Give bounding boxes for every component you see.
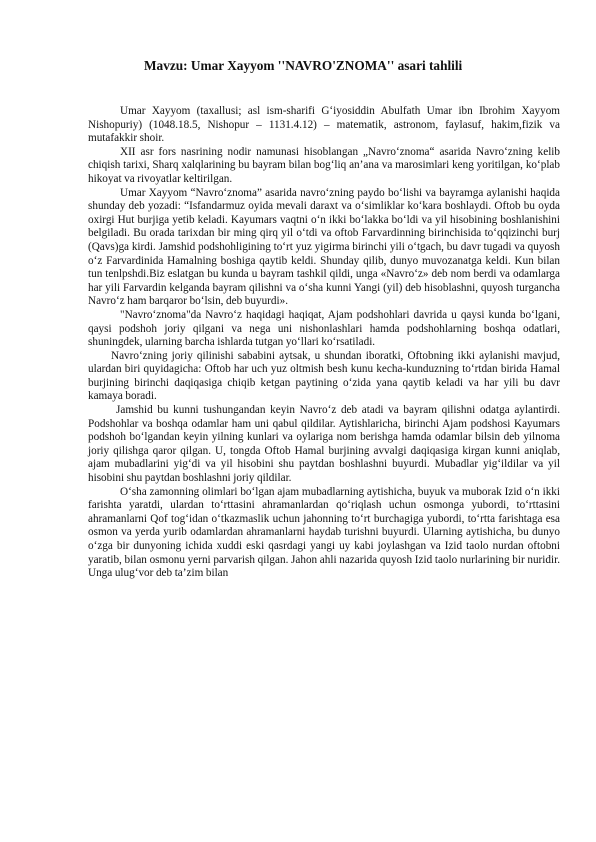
paragraph-navroz-origin: Umar Xayyom “Navro‘znoma” asarida navro‘zning paydo bo‘lishi va bayramga aylanishi haqida shunday deb yozadi: “Isfandarmuz oyida mevali daraxt va o‘simliklar ko‘kara boshlaydi. Oftob bu oyda oxirgi Hut burjiga yetib keladi. Kayumars vaqtni o‘n ikki bo‘lakka bo‘ldi va yil hisobining boshlanishini belgiladi. Bu orada tarixdan bir ming qirq yil o‘tdi va oftob Farvardinning birinchisida to‘qqizinchi burj (Qavs)ga kirdi. Jamshid podshohligining to‘rt yuz yigirma birinchi yili o‘tgach, bu davr tugadi va quyosh o‘z Farvardinida Hamalning boshiga qaytib keldi. Shunday qilib, dunyo muvozanatga keldi. Kun bilan tun tenlpshdi.Biz eslatgan bu kunda u bayram tashkil qildi, unga «Navro‘z» deb nom berdi va odamlarga har yili Farvardin kelganda bayram qilishni va o‘sha kunni Yangi (yil) deb hisoblashni, quyosh turgancha Navro‘z ham barqaror bo‘lsin, deb buyurdi».: [88, 186, 560, 308]
page-title: Mavzu: Umar Xayyom ''NAVRO'ZNOMA'' asari tahlili: [144, 58, 463, 73]
paragraph-navroznoma-intro: XII asr fors nasrining nodir namunasi hisoblangan „Navro‘znoma“ asarida Navro‘zning kelib chiqish tarixi, Sharq xalqlarining bu bayram bilan bog‘liq an’ana va marosimlari keng yoritilgan, ko‘plab hikoyat va rivoyatlar keltirilgan.: [88, 145, 560, 185]
paragraph-navroz-reason: Navro‘zning joriy qilinishi sababini aytsak, u shundan iboratki, Oftobning ikki aylanishi mavjud, ulardan biri quyidagicha: Oftob har uch yuz oltmish besh kunu kecha-kunduzning to‘rtdan birida Hamal burjining birinchi daqiqasiga chiqib ketgan paytining o‘zida yana qaytib keladi va har yili bu davr kamaya boradi.: [88, 349, 560, 403]
paragraph-jamshid: Jamshid bu kunni tushungandan keyin Navro‘z deb atadi va bayram qilishni odatga aylantirdi. Podshohlar va boshqa odamlar ham uni qabul qildilar. Aytishlaricha, birinchi Ajam podshosi Kayumars podshoh bo‘lgandan keyin yilning kunlari va oylariga nom berishga hamda odamlar bilsin deb yilnoma joriy qilishga qaror qilgan. U, tongda Oftob Hamal burjining avvalgi daqiqasiga kirgan kunni aniqlab, ajam mubadlarini yig‘di va yil hisobini shu paytdan boshlashni buyurdi. Mubadlar yig‘ildilar va yil hisobini shu paytdan boshlashni joriy qildilar.: [88, 404, 560, 485]
paragraph-ajam-mubads: O‘sha zamonning olimlari bo‘lgan ajam mubadlarning aytishicha, buyuk va muborak Izid o‘n ikki farishta yaratdi, ulardan to‘rttasini ahramanlardan qo‘riqlash uchun osmonga yubordi, to‘rttasini ahramanlarni Qof tog‘idan o‘tkazmaslik uchun jahonning to‘rt burchagiga yubordi, to‘rtta farishtaga esa osmon va yerda yurib odamlardan ahramanlarni haydab turishni buyurdi. Ularning aytishicha, bu dunyo o‘zga bir dunyoning ichida xuddi eski qasrdagi yangi uy kabi joylashgan va Izid taolo nurdan oftobni yaratib, bilan osmonu yerni parvarish qilgan. Jahon ahli nazarida quyosh Izid taolo nurlarining bir nuridir. Unga ulug‘vor deb ta’zim bilan: [88, 485, 560, 580]
document-body: [88, 105, 560, 581]
paragraph-biography: Umar Xayyom (taxallusi; asl ism-sharifi G‘iyosiddin Abulfath Umar ibn Ibrohim Xayyom Nishopuriy) (1048.18.5, Nishopur – 1131.4.12) – matematik, astronom, faylasuf, hakim,fizik va mutafakkir shoir.: [88, 105, 560, 145]
paragraph-navroznoma-content: "Navro‘znoma"da Navro‘z haqidagi haqiqat, Ajam podshohlari davrida u qaysi kunda bo‘lgani, qaysi podshoh joriy qilgani va nega uni nishonlashlari hamda podshohlarning boshqa odatlari, shuningdek, ularning barcha ishlarda tutgan yo‘llari ko‘rsatiladi.: [88, 308, 560, 349]
